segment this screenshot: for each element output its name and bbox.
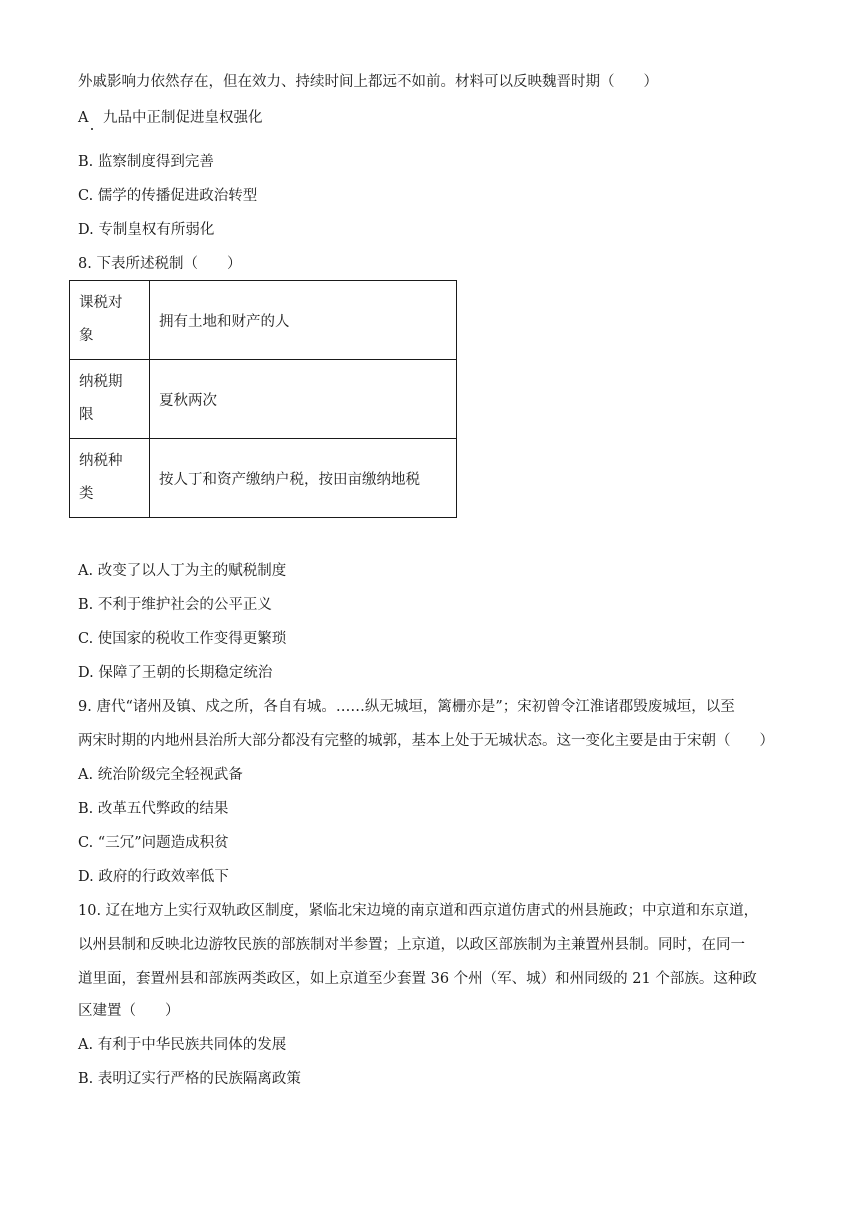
table-row — [70, 281, 457, 360]
table-row — [70, 360, 457, 439]
table-value-cell: 拥有土地和财产的人 — [150, 281, 457, 360]
q10-stem-line-3: 道里面，套置州县和部族两类政区，如上京道至少套置 36 个州（军、城）和州同级的 21 个部族。这种政 — [78, 971, 757, 987]
q7-stem-tail: 外戚影响力依然存在，但在效力、持续时间上都远不如前。材料可以反映魏晋时期（ ） — [78, 74, 658, 90]
q8-option-d: D. 保障了王朝的长期稳定统治 — [78, 665, 273, 681]
q7-option-d: D. 专制皇权有所弱化 — [78, 222, 215, 238]
q8-option-c: C. 使国家的税收工作变得更繁琐 — [78, 631, 287, 647]
q9-option-b: B. 改革五代弊政的结果 — [78, 801, 229, 817]
q10-stem-line-1: 10. 辽在地方上实行双轨政区制度，紧临北宋边境的南京道和西京道仿唐式的州县施政；中京道和东京道， — [78, 903, 759, 919]
q8-option-b: B. 不利于维护社会的公平正义 — [78, 597, 272, 613]
q7-option-a: A 九品中正制促进皇权强化 — [78, 110, 263, 126]
q10-option-b: B. 表明辽实行严格的民族隔离政策 — [78, 1071, 301, 1087]
option-a-dot — [91, 128, 93, 130]
q10-option-a: A. 有利于中华民族共同体的发展 — [78, 1037, 287, 1053]
table-row — [70, 439, 457, 518]
q9-stem-line-2: 两宋时期的内地州县治所大部分都没有完整的城郭，基本上处于无城状态。这一变化主要是由于宋朝（ ） — [78, 733, 774, 749]
table-value-cell: 按人丁和资产缴纳户税，按田亩缴纳地税 — [150, 439, 457, 518]
table-head-cell: 课税对象 — [70, 281, 150, 360]
q8-stem: 8. 下表所述税制（ ） — [78, 256, 242, 272]
q10-stem-line-4: 区建置（ ） — [78, 1003, 180, 1019]
q7-option-c: C. 儒学的传播促进政治转型 — [78, 188, 258, 204]
table-head-cell: 纳税期限 — [70, 360, 150, 439]
q9-option-a: A. 统治阶级完全轻视武备 — [78, 767, 243, 783]
tax-table — [69, 280, 457, 518]
q7-option-b: B. 监察制度得到完善 — [78, 154, 214, 170]
q9-stem-line-1: 9. 唐代“诸州及镇、戍之所，各自有城。……纵无城垣，篱栅亦是”；宋初曾令江淮诸郡毁废城垣，以至 — [78, 699, 735, 715]
q8-option-a: A. 改变了以人丁为主的赋税制度 — [78, 563, 287, 579]
table-head-cell: 纳税种类 — [70, 439, 150, 518]
q9-option-c: C. “三冗”问题造成积贫 — [78, 835, 229, 851]
table-value-cell: 夏秋两次 — [150, 360, 457, 439]
q9-option-d: D. 政府的行政效率低下 — [78, 869, 229, 885]
q10-stem-line-2: 以州县制和反映北边游牧民族的部族制对半参置；上京道，以政区部族制为主兼置州县制。同时，在同一 — [78, 937, 745, 953]
